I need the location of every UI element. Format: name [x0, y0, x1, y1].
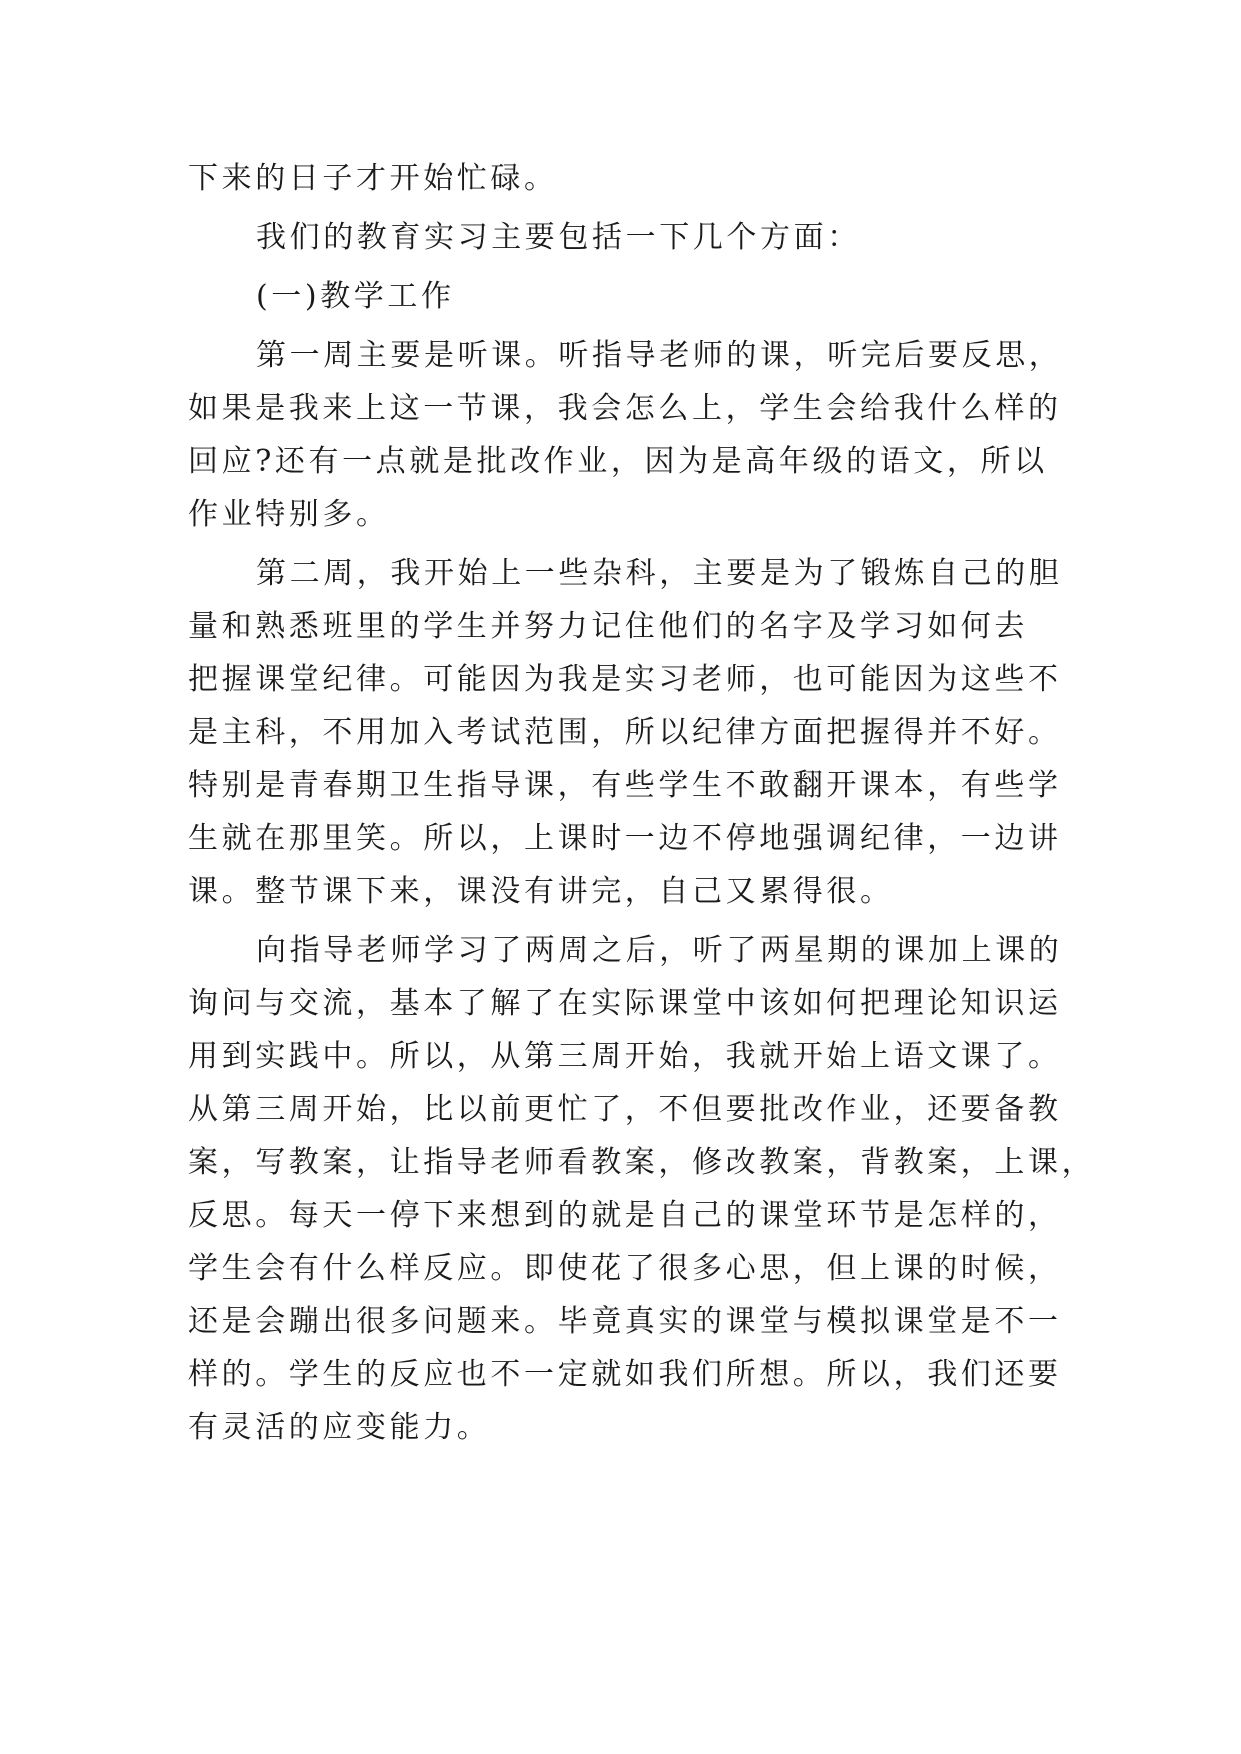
text-line: 第二周，我开始上一些杂科，主要是为了锻炼自己的胆 — [256, 556, 1063, 591]
section-heading: (一)教学工作 — [256, 279, 455, 314]
text-line: 课。整节课下来，课没有讲完，自己又累得很。 — [188, 874, 894, 909]
text-line: 如果是我来上这一节课，我会怎么上，学生会给我什么样的 — [188, 391, 1062, 426]
text-line: 下来的日子才开始忙碌。 — [188, 161, 558, 196]
text-line: 第一周主要是听课。听指导老师的课，听完后要反思， — [256, 338, 1063, 373]
text-line: 询问与交流，基本了解了在实际课堂中该如何把理论知识运 — [188, 986, 1062, 1021]
document-body — [188, 152, 1096, 1454]
text-line: 向指导老师学习了两周之后，听了两星期的课加上课的 — [256, 933, 1063, 968]
text-line: 案，写教案，让指导老师看教案，修改教案，背教案，上课， — [188, 1145, 1096, 1180]
text-line: 生就在那里笑。所以，上课时一边不停地强调纪律，一边讲 — [188, 821, 1062, 856]
text-line: 有灵活的应变能力。 — [188, 1410, 491, 1445]
text-line: 样的。学生的反应也不一定就如我们所想。所以，我们还要 — [188, 1357, 1062, 1392]
text-line: 作业特别多。 — [188, 497, 390, 532]
text-line: 从第三周开始，比以前更忙了，不但要批改作业，还要备教 — [188, 1092, 1062, 1127]
text-line: 用到实践中。所以，从第三周开始，我就开始上语文课了。 — [188, 1039, 1062, 1074]
text-line: 把握课堂纪律。可能因为我是实习老师，也可能因为这些不 — [188, 662, 1062, 697]
text-line: 量和熟悉班里的学生并努力记住他们的名字及学习如何去 — [188, 609, 1028, 644]
text-line: 还是会蹦出很多问题来。毕竟真实的课堂与模拟课堂是不一 — [188, 1304, 1062, 1339]
text-line: 是主科，不用加入考试范围，所以纪律方面把握得并不好。 — [188, 715, 1062, 750]
text-line: 反思。每天一停下来想到的就是自己的课堂环节是怎样的， — [188, 1198, 1062, 1233]
text-line: 特别是青春期卫生指导课，有些学生不敢翻开课本，有些学 — [188, 768, 1062, 803]
text-line: 学生会有什么样反应。即使花了很多心思，但上课的时候， — [188, 1251, 1062, 1286]
text-line: 回应?还有一点就是批改作业，因为是高年级的语文，所以 — [188, 444, 1048, 479]
text-line: 我们的教育实习主要包括一下几个方面： — [256, 220, 861, 255]
